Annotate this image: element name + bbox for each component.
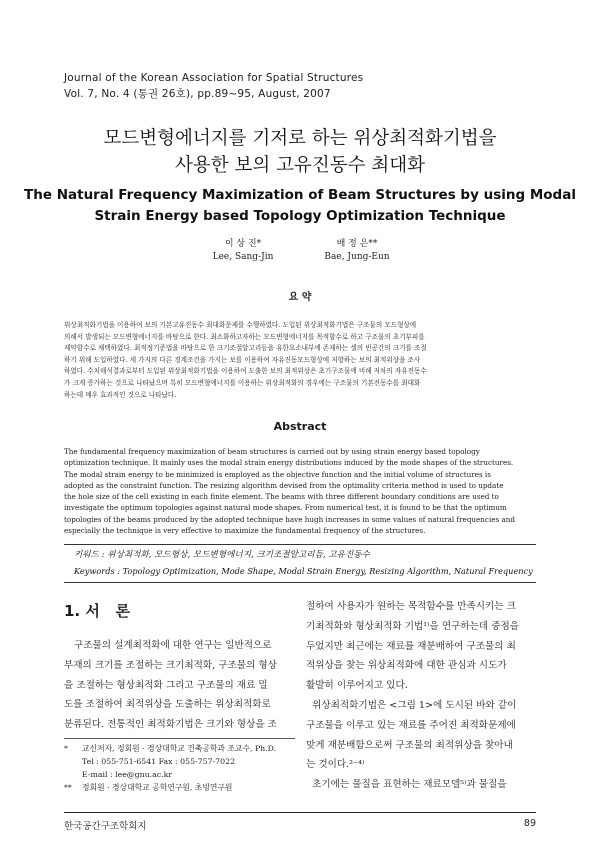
keywords-english: Keywords : Topology Optimization, Mode Shape, Modal Strain Energy, Resizing Algorithm, Natural Frequency [74, 566, 533, 576]
footnote-text: E-mail : lee@gnu.ac.kr [82, 770, 173, 779]
footnote-mark: * [64, 744, 68, 753]
summary-line: 위상최적화기법을 이용하여 보의 기본고유진동수 최대화문제를 수행하였다. 도입된 위상최적화기법은 구조물의 모드형상에 [64, 321, 417, 329]
abstract-line: especially the technique is very effective to maximize the fundamental frequency of the structures. [64, 526, 426, 536]
title-korean-line1: 모드변형에너지를 기저로 하는 위상최적화기법을 [103, 128, 497, 149]
body-line: 절하여 사용자가 원하는 목적함수를 만족시키는 크 [306, 601, 516, 612]
footer-rule [64, 812, 536, 813]
abstract-text [64, 446, 536, 536]
footnote-mark [64, 755, 82, 768]
body-line: 기최적화와 형상최적화 기법¹⁾을 연구하는데 중점을 [306, 620, 520, 632]
abstract-line: adopted as the constraint function. The resizing algorithm devised from the optimality criteria method is used to update [64, 480, 504, 490]
body-line: 적위상을 찾는 위상최적화에 대한 관심과 시도가 [306, 660, 507, 672]
journal-volume: Vol. 7, No. 4 (통권 26호), pp.89~95, August, 2007 [64, 88, 331, 100]
section-1-right-column [306, 597, 537, 795]
summary-text [64, 320, 536, 401]
abstract-heading: Abstract [273, 420, 327, 433]
footnote-text: Tel : 055-751-6541 Fax : 055-757-7022 [82, 757, 236, 766]
footnote-mark [64, 768, 82, 781]
footnotes [64, 742, 304, 794]
footnote [64, 768, 304, 781]
author-2-english: Bae, Jung-Eun [324, 252, 390, 262]
body-line: 구조물의 설계최적화에 대한 연구는 일반적으로 [74, 640, 272, 651]
body-line: 분류된다. 전통적인 최적화기법은 크기와 형상을 조 [64, 719, 277, 731]
footnote-text: 교신저자, 정회원 · 경상대학교 건축공학과 조교수, Ph.D. [82, 744, 277, 753]
journal-name: Journal of the Korean Association for Spatial Structures [64, 72, 364, 84]
keywords-top-rule [64, 544, 536, 545]
summary-line: 하기 위해 도입하였다. 세 가지의 다른 경계조건을 가지는 보를 이용하여 자유진동모드형상에 저항하는 보의 최적위상을 조사 [64, 355, 421, 364]
footnote [64, 755, 304, 768]
body-line: 는 것이다.²⁻⁴⁾ [306, 759, 365, 771]
abstract-line: the hole size of the cell existing in each finite element. The beams with three different boundary conditions are used to [64, 492, 499, 502]
body-line: 초기에는 물질을 표현하는 재료모델⁵⁾과 물질을 [306, 779, 507, 791]
body-line: 맞게 재분배함으로써 구조물의 최적위상을 찾아내 [306, 739, 513, 751]
author-2-korean: 배 정 은** [336, 239, 378, 249]
body-line: 구조물을 이루고 있는 재료를 주어진 최적화문제에 [306, 719, 516, 731]
summary-heading: 요 약 [288, 292, 312, 303]
author-1-english: Lee, Sang-Jin [212, 252, 274, 262]
body-line: 두었지만 최근에는 재료를 재분배하여 구조물의 최 [306, 640, 516, 652]
section-1-left-column [64, 636, 295, 735]
keywords-korean: 키워드 : 위상최적화, 모드형상, 모드변형에너지, 크기조절알고리듬, 고유진동수 [74, 550, 370, 560]
summary-line: 가 크게 증가하는 것으로 나타났으며 특히 모드변형에너지를 이용하는 위상최적화의 경우에는 구조물의 기본진동수를 최대화 [64, 378, 421, 387]
title-korean-line2: 사용한 보의 고유진동수 최대화 [175, 155, 425, 176]
body-line: 부재의 크기를 조절하는 크기최적화, 구조물의 형상 [64, 659, 277, 671]
abstract-line: The fundamental frequency maximization of beam structures is carried out by using strain energy based topology [64, 447, 480, 456]
abstract-line: topologies of the beams produced by the adopted technique have hugh increases in some values of natural frequencies and [64, 514, 515, 524]
footnote-rule [64, 738, 295, 739]
abstract-line: optimization technique. It mainly uses the modal strain energy distributions induced by the mode shapes of the structures. [64, 458, 514, 468]
title-english-line1: The Natural Frequency Maximization of Beam Structures by using Modal [24, 187, 576, 203]
abstract-line: investigate the optimum topologies against natural mode shapes. From numerical test, it is found to be that the optimum [64, 503, 507, 513]
title-english-line2: Strain Energy based Topology Optimization Technique [94, 208, 506, 224]
summary-line: 하는데 매우 효과적인 것으로 나타났다. [64, 390, 177, 399]
footnote [64, 781, 304, 794]
author-1-korean: 이 상 진* [224, 239, 262, 249]
body-line: 위상최적화기법은 <그림 1>에 도시된 바와 같이 [306, 699, 517, 711]
body-line: 도를 조절하여 최적위상을 도출하는 위상최적화로 [64, 699, 271, 711]
footnote-mark: ** [64, 783, 72, 792]
abstract-line: The modal strain energy to be minimized is employed as the objective function and the initial volume of structures is [64, 469, 491, 479]
summary-line: 제약함수로 채택하였다. 최적정기준법을 바탕으로 한 크기조절알고리듬을 유한요소내부에 존재하는 셀의 빈공간의 크기를 조절 [64, 344, 427, 353]
body-line: 을 조절하는 형상최적화 그리고 구조물의 재료 밀 [64, 679, 268, 691]
page-number: 89 [523, 818, 536, 829]
footnote [64, 742, 304, 755]
summary-line: 의해서 발생되는 모드변형에너지를 바탕으로 한다. 최소화하고자하는 모드변형에너지를 목적함수로 하고 구조물의 초기부피를 [64, 332, 425, 341]
body-line: 활발히 이루어지고 있다. [306, 680, 408, 692]
summary-line: 하였다. 수치해석결과로부터 도입된 위상최적화기법을 이용하여 도출한 보의 최적위상은 초기구조물에 비해 저차의 자유진동수 [64, 367, 427, 376]
section-1-heading: 1. 서 론 [64, 602, 131, 620]
keywords-bottom-rule [64, 582, 536, 583]
footer-journal-name: 한국공간구조학회지 [64, 821, 147, 832]
footnote-text: 정회원 · 경상대학교 공학연구원, 초빙연구원 [82, 783, 233, 792]
